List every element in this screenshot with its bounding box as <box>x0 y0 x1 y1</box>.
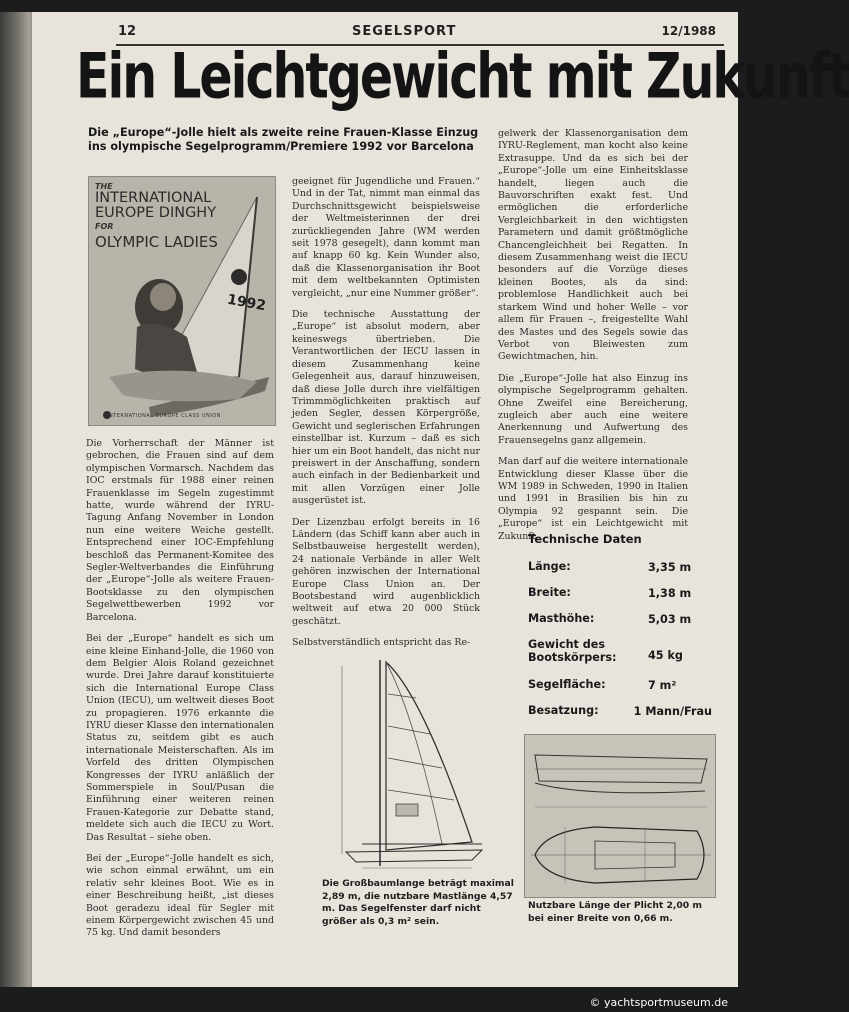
hull-plan-drawing <box>524 734 716 898</box>
tech-value: 3,35 m <box>648 561 692 574</box>
tech-label: Masthöhe: <box>528 612 595 625</box>
sail-caption: Die Großbaumlange beträgt maximal 2,89 m, die nutzbare Mastlänge 4,57 m. Das Segelfenster darf nicht größer als 0,3 m² sein. <box>322 878 514 927</box>
tech-data-table <box>528 556 712 726</box>
paragraph: Die Vorherrschaft der Männer ist gebrochen, die Frauen sind auf dem olympischen Vormarsch. Nachdem das IOC erstmals für 1988 einer reinen Frauenklasse im Segeln zugestimmt hatte, wurde während der IYRU-Tagung Anfang November in London nun eine weitere Weiche gestellt. Entsprechend einer IOC-Empfehlung beschloß das Permanent-Komitee des Segler-Weltverbandes die Einführung der „Europe“-Jolle als weitere Frauen-Bootsklasse zu den olympischen Segelwettbewerben 1992 vor Barcelona. <box>86 438 274 623</box>
paragraph: Bei der „Europe“ handelt es sich um eine kleine Einhand-Jolle, die 1960 von dem Belgier Alois Roland gezeichnet wurde. Drei Jahre darauf konstituierte sich die International Europe Class Union (IECU), um weltweit dieses Boot zu propagieren. 1976 erkannte die IYRU dieser Klasse den internationalen Status zu, seitdem gibt es auch internationale Meisterschaften. Als im Vorfeld des dritten Olympischen Kongresses der IYRU anläßlich der Sommerspiele in Soul/Pusan die Einführung einer weiteren reinen Frauen-Kategorie zur Debatte stand, meldete sich auch die IECU zu Wort. Das Resultat – siehe oben. <box>86 633 274 843</box>
poster-year: 1992 <box>225 291 268 315</box>
tech-row <box>528 700 712 726</box>
poster-image <box>88 176 276 426</box>
tech-label: Länge: <box>528 560 571 573</box>
paragraph: Bei der „Europe“-Jolle handelt es sich, wie schon einmal erwähnt, um ein relativ sehr kleines Boot. Wie es in einer Beschreibung heißt, „ist dieses Boot geradezu ideal für Segler mit einem Körpergewicht zwischen 45 und 75 kg. Und damit besonders <box>86 853 274 939</box>
paragraph: Die technische Ausstattung der „Europe“ ist absolut modern, aber keineswegs übertrieben. Die Verantwortlichen der IECU lassen in diesem Zusammenhang keine Gelegenheit aus, darauf hinzuweisen, daß diese Jolle durch ihre vielfältigen Trimmmöglichkeiten praktisch auf jeden Segler, dessen Körpergröße, Gewicht und seglerischen Erfahrungen einstellbar ist. Kurzum – daß es sich hier um ein Boot handelt, das nicht nur preiswert in der Anschaffung, sondern auch einfach in der Bedienbarkeit und mit allen Vorzügen einer Jolle ausgerüstet ist. <box>292 309 480 507</box>
headline: Ein Leichtgewicht mit Zukunft <box>76 40 849 113</box>
tech-value: 1 Mann/Frau <box>633 705 712 718</box>
poster-olympic-ladies: OLYMPIC LADIES <box>95 233 218 251</box>
poster-footer: INTERNATIONAL EUROPE CLASS UNION <box>107 413 221 419</box>
article-column-2 <box>292 176 480 659</box>
issue-number: 12/1988 <box>661 24 716 38</box>
paragraph: gelwerk der Klassenorganisation dem IYRU-Reglement, man kocht also keine Extrasuppe. Und da es sich bei der „Europe“-Jolle um eine Einheitsklasse handelt, liegen auch die Bauvorschriften exakt fest. Und ermöglichen die erforderliche Vergleichbarkeit in den wichtigsten Parametern und damit größtmögliche Chancengleichheit bei Regatten. In diesem Zusammenhang weist die IECU besonders auf die Vorzüge dieses kleinen Bootes, als da sind: problemlose Handlichkeit auch bei starkem Wind und hoher Welle – vor allem für Frauen –, freigestellte Wahl des Mastes und des Segels sowie das Verbot von Bleiwesten zum Gewichtmachen, hin. <box>498 128 688 363</box>
poster-text-for: FOR <box>95 222 114 231</box>
tech-data-heading: Technische Daten <box>528 532 642 546</box>
tech-value: 45 kg <box>648 649 683 662</box>
article-column-3 <box>498 128 688 552</box>
sail-plan-drawing <box>322 654 492 874</box>
tech-value: 7 m² <box>648 679 677 692</box>
tech-row <box>528 634 712 674</box>
section-title: SEGELSPORT <box>352 24 457 39</box>
paragraph: Selbstverständlich entspricht das Re- <box>292 637 471 649</box>
book-spine-edge <box>0 12 30 987</box>
deck-subheading: Die „Europe“-Jolle hielt als zweite reine Frauen-Klasse Einzug ins olympische Segelprogramm/Premiere 1992 vor Barcelona <box>88 126 479 153</box>
paragraph: Man darf auf die weitere internationale Entwicklung dieser Klasse über die WM 1989 in Schweden, 1990 in Italien und 1991 in Brasilien bis hin zu Olympia 92 gespannt sein. Die „Europe“ ist ein Leichtgewicht mit Zukunft. <box>498 456 688 542</box>
tech-label: Segelfläche: <box>528 678 606 691</box>
tech-row <box>528 556 712 582</box>
tech-label: Gewicht des Bootskörpers: <box>528 638 617 664</box>
paragraph: Die „Europe“-Jolle hat also Einzug ins olympische Segelprogramm gehalten. Ohne Zweifel eine Bereicherung, zugleich aber auch eine weitere Anerkennung und Aufwertung des Frauensegelns ganz allgemein. <box>498 372 688 446</box>
paragraph: geeignet für Jugendliche und Frauen.“ Und in der Tat, nimmt man einmal das Durchschnittsgewicht beispielsweise der Weltmeisterinnen der drei zurückliegenden Jahre (WM werden seit 1978 gesegelt), dann kommt man auf knapp 60 kg. Kein Wunder also, daß die Klassenorganisation ihr Boot mit dem weltbekannten Optimisten vergleicht, „nur eine Nummer größer“. <box>292 176 480 299</box>
tech-row <box>528 674 712 700</box>
tech-row <box>528 608 712 634</box>
poster-text-the: THE <box>95 182 113 191</box>
page-number: 12 <box>118 24 137 39</box>
page-header <box>32 22 738 42</box>
tech-label: Breite: <box>528 586 571 599</box>
poster-title: INTERNATIONAL EUROPE DINGHY <box>95 190 217 221</box>
tech-value: 5,03 m <box>648 613 692 626</box>
plan-caption: Nutzbare Länge der Plicht 2,00 m bei einer Breite von 0,66 m. <box>528 900 702 924</box>
tech-row <box>528 582 712 608</box>
copyright-credit: © yachtsportmuseum.de <box>589 996 728 1009</box>
article-column-1 <box>86 438 274 949</box>
tech-value: 1,38 m <box>648 587 692 600</box>
tech-label: Besatzung: <box>528 704 599 717</box>
hull-plan-lines <box>525 735 715 897</box>
paragraph: Der Lizenzbau erfolgt bereits in 16 Ländern (das Schiff kann aber auch in Selbstbauweise hergestellt werden), 24 nationale Verbände in aller Welt gehören inzwischen der International Europe Class Union an. Der Bootsbestand wird augenblicklich weltweit auf etwa 20 000 Stück geschätzt. <box>292 516 480 627</box>
